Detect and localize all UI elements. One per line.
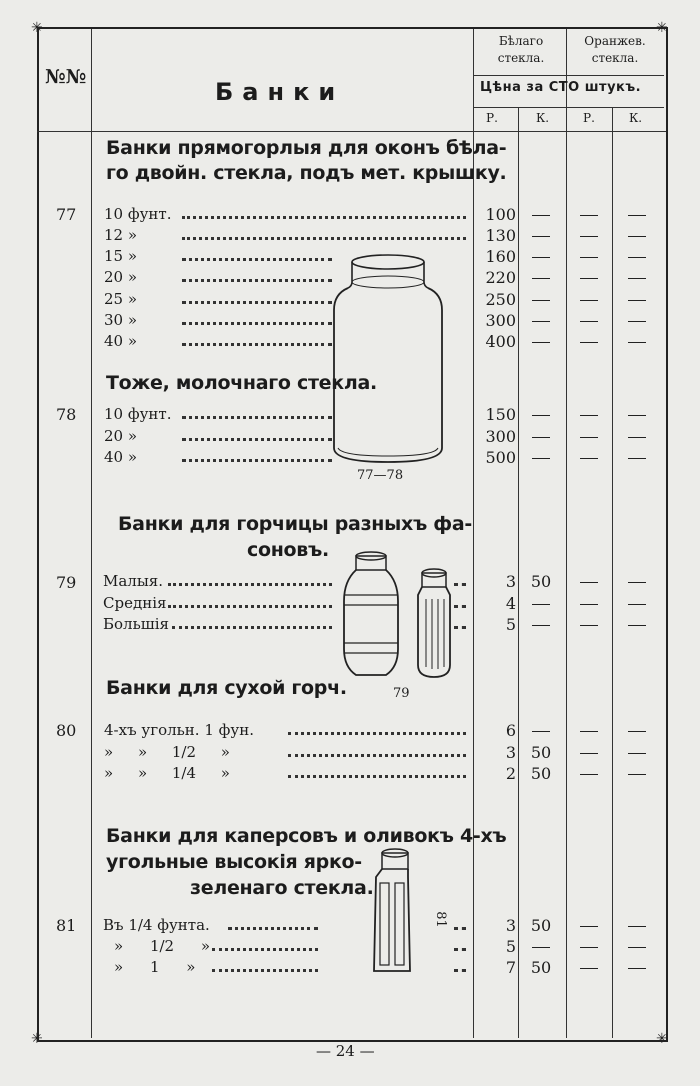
item-number-81: 81 <box>56 916 77 935</box>
page-title: Банки <box>215 78 345 106</box>
corner-ornament-bottom-right: ✳ <box>656 1031 668 1047</box>
subheader-k2: К. <box>629 111 643 125</box>
section-78-title: Тоже, молочнаго стекла. <box>106 372 377 394</box>
row-label: 15 » <box>104 247 138 265</box>
white-glass-header: Бѣлаго стекла. <box>497 34 545 65</box>
dot-leader <box>228 927 318 930</box>
price-kopecks: 50 <box>530 958 552 977</box>
dash-orange-kop <box>628 321 646 322</box>
row-label: Въ 1/4 фунта. <box>103 916 210 934</box>
dash-orange-kop <box>628 753 646 754</box>
dash-white-kop <box>532 236 550 237</box>
caper-jar-illustration-81 <box>368 847 416 977</box>
price-rubles: 3 <box>505 743 516 762</box>
dot-leader <box>182 459 332 462</box>
dot-leader <box>212 948 318 951</box>
row-label: 20 » <box>104 268 138 286</box>
row-label: 40 » <box>104 332 138 350</box>
dash-orange-kop <box>628 926 646 927</box>
dash-orange-rub <box>580 458 598 459</box>
dot-leader <box>182 343 332 346</box>
dash-orange-rub <box>580 257 598 258</box>
price-rubles: 300 <box>485 311 516 330</box>
subheader-r1: Р. <box>486 111 498 125</box>
dash-white-kop <box>532 257 550 258</box>
dash-white-kop <box>532 604 550 605</box>
number-column-rule <box>91 29 92 1038</box>
price-rubles: 150 <box>485 405 516 424</box>
row-label: » 1/2 » <box>114 937 211 955</box>
item-number-78: 78 <box>56 405 77 424</box>
figure-caption-81: 81 <box>432 911 448 928</box>
row-label: Малыя. <box>103 572 163 590</box>
dash-orange-rub <box>580 437 598 438</box>
dot-leader <box>168 605 332 608</box>
price-row <box>0 957 700 978</box>
dash-white-kop <box>532 321 550 322</box>
figure-caption-79: 79 <box>393 686 410 701</box>
price-rubles: 160 <box>485 247 516 266</box>
number-column-header: №№ <box>45 66 87 88</box>
dot-leader <box>454 969 466 972</box>
price-rubles: 3 <box>505 916 516 935</box>
dash-orange-rub <box>580 415 598 416</box>
dot-leader <box>182 258 332 261</box>
row-label: » » 1/4 » <box>104 764 230 782</box>
price-rubles: 300 <box>485 427 516 446</box>
item-number-79: 79 <box>56 573 77 592</box>
orange-glass-header: Оранжев. стекла. <box>584 34 646 65</box>
price-row <box>0 936 700 957</box>
price-rubles: 400 <box>485 332 516 351</box>
mustard-jars-illustration-79 <box>340 549 460 689</box>
dash-orange-kop <box>628 458 646 459</box>
row-label: Большія <box>103 615 169 633</box>
dash-orange-kop <box>628 604 646 605</box>
row-label: » 1 » <box>114 958 196 976</box>
dash-orange-rub <box>580 342 598 343</box>
row-label: 25 » <box>104 290 138 308</box>
dash-orange-rub <box>580 278 598 279</box>
price-rubles: 5 <box>505 615 516 634</box>
price-kopecks: 50 <box>530 572 552 591</box>
section-80-title: Банки для сухой горч. <box>106 677 347 699</box>
row-label: » » 1/2 » <box>104 743 230 761</box>
dot-leader <box>288 754 466 757</box>
dash-orange-kop <box>628 582 646 583</box>
dash-orange-kop <box>628 625 646 626</box>
item-number-80: 80 <box>56 721 77 740</box>
dot-leader <box>454 927 466 930</box>
dot-leader <box>288 775 466 778</box>
header-rule-2 <box>473 107 664 108</box>
dash-orange-rub <box>580 604 598 605</box>
header-rule-1 <box>473 75 664 76</box>
price-rubles: 500 <box>485 448 516 467</box>
dash-orange-kop <box>628 215 646 216</box>
dash-orange-kop <box>628 731 646 732</box>
section-81-title-line1: Банки для каперсовъ и оливокъ 4-хъ <box>106 825 507 847</box>
row-label: 30 » <box>104 311 138 329</box>
jar-illustration-77-78 <box>330 252 446 470</box>
dash-orange-rub <box>580 926 598 927</box>
dot-leader <box>182 216 466 219</box>
price-rubles: 5 <box>505 937 516 956</box>
section-81-title-line2: угольные высокія ярко- <box>106 851 362 873</box>
price-kopecks: 50 <box>530 743 552 762</box>
price-rubles: 7 <box>505 958 516 977</box>
section-77-title-line2: го двойн. стекла, подъ мет. крышку. <box>106 162 507 184</box>
row-label: Среднія <box>103 594 167 612</box>
dash-orange-kop <box>628 236 646 237</box>
price-caption: Цѣна за СТО штукъ. <box>480 80 642 95</box>
dash-orange-rub <box>580 968 598 969</box>
price-rubles: 130 <box>485 226 516 245</box>
price-row <box>0 204 700 225</box>
price-rubles: 6 <box>505 721 516 740</box>
section-79-title-line2: соновъ. <box>247 539 329 561</box>
dash-orange-kop <box>628 774 646 775</box>
dot-leader <box>182 301 332 304</box>
dash-white-kop <box>532 947 550 948</box>
dash-orange-rub <box>580 321 598 322</box>
dash-orange-rub <box>580 625 598 626</box>
dash-white-kop <box>532 278 550 279</box>
price-row <box>0 763 700 784</box>
dash-white-kop <box>532 415 550 416</box>
dash-orange-rub <box>580 582 598 583</box>
row-label: 12 » <box>104 226 138 244</box>
figure-caption-77-78: 77—78 <box>357 468 404 483</box>
dot-leader <box>454 948 466 951</box>
dot-leader <box>212 969 318 972</box>
dash-white-kop <box>532 300 550 301</box>
section-77-title-line1: Банки прямогорлыя для оконъ бѣла- <box>106 137 507 159</box>
dash-orange-kop <box>628 278 646 279</box>
dash-orange-rub <box>580 947 598 948</box>
dash-orange-rub <box>580 774 598 775</box>
dash-orange-rub <box>580 753 598 754</box>
item-number-77: 77 <box>56 205 77 224</box>
dash-orange-rub <box>580 300 598 301</box>
section-79-title-line1: Банки для горчицы разныхъ фа- <box>118 513 472 535</box>
dot-leader <box>168 583 332 586</box>
section-81-title-line3: зеленаго стекла. <box>190 877 374 899</box>
header-bottom-rule <box>37 131 666 132</box>
dash-orange-kop <box>628 300 646 301</box>
price-rubles: 250 <box>485 290 516 309</box>
price-kopecks: 50 <box>530 764 552 783</box>
page-number: — 24 — <box>316 1042 375 1060</box>
corner-ornament-top-left: ✳ <box>31 20 43 36</box>
dash-orange-kop <box>628 437 646 438</box>
dash-orange-rub <box>580 731 598 732</box>
dash-orange-kop <box>628 257 646 258</box>
price-rubles: 3 <box>505 572 516 591</box>
dash-orange-kop <box>628 342 646 343</box>
dash-orange-kop <box>628 415 646 416</box>
row-label: 4-хъ угольн. 1 фун. <box>104 721 254 739</box>
dot-leader <box>182 438 332 441</box>
price-row <box>0 225 700 246</box>
dash-white-kop <box>532 731 550 732</box>
price-rubles: 4 <box>505 594 516 613</box>
dash-white-kop <box>532 437 550 438</box>
price-row <box>0 720 700 741</box>
price-rubles: 220 <box>485 268 516 287</box>
subheader-r2: Р. <box>583 111 595 125</box>
dot-leader <box>182 322 332 325</box>
dash-orange-rub <box>580 215 598 216</box>
dot-leader <box>182 279 332 282</box>
price-rubles: 2 <box>505 764 516 783</box>
row-label: 40 » <box>104 448 138 466</box>
row-label: 10 фунт. <box>104 405 172 423</box>
price-row <box>0 742 700 763</box>
subheader-k1: К. <box>536 111 550 125</box>
dot-leader <box>182 237 466 240</box>
dash-white-kop <box>532 625 550 626</box>
dash-white-kop <box>532 342 550 343</box>
corner-ornament-bottom-left: ✳ <box>31 1031 43 1047</box>
orange-column-rule <box>566 29 567 1038</box>
row-label: 20 » <box>104 427 138 445</box>
dot-leader <box>172 626 332 629</box>
dash-orange-kop <box>628 968 646 969</box>
price-kopecks: 50 <box>530 916 552 935</box>
row-label: 10 фунт. <box>104 205 172 223</box>
dash-white-kop <box>532 458 550 459</box>
price-rubles: 100 <box>485 205 516 224</box>
dash-orange-rub <box>580 236 598 237</box>
price-row <box>0 915 700 936</box>
dot-leader <box>288 732 466 735</box>
corner-ornament-top-right: ✳ <box>656 20 668 36</box>
dash-orange-kop <box>628 947 646 948</box>
dot-leader <box>182 416 332 419</box>
dash-white-kop <box>532 215 550 216</box>
